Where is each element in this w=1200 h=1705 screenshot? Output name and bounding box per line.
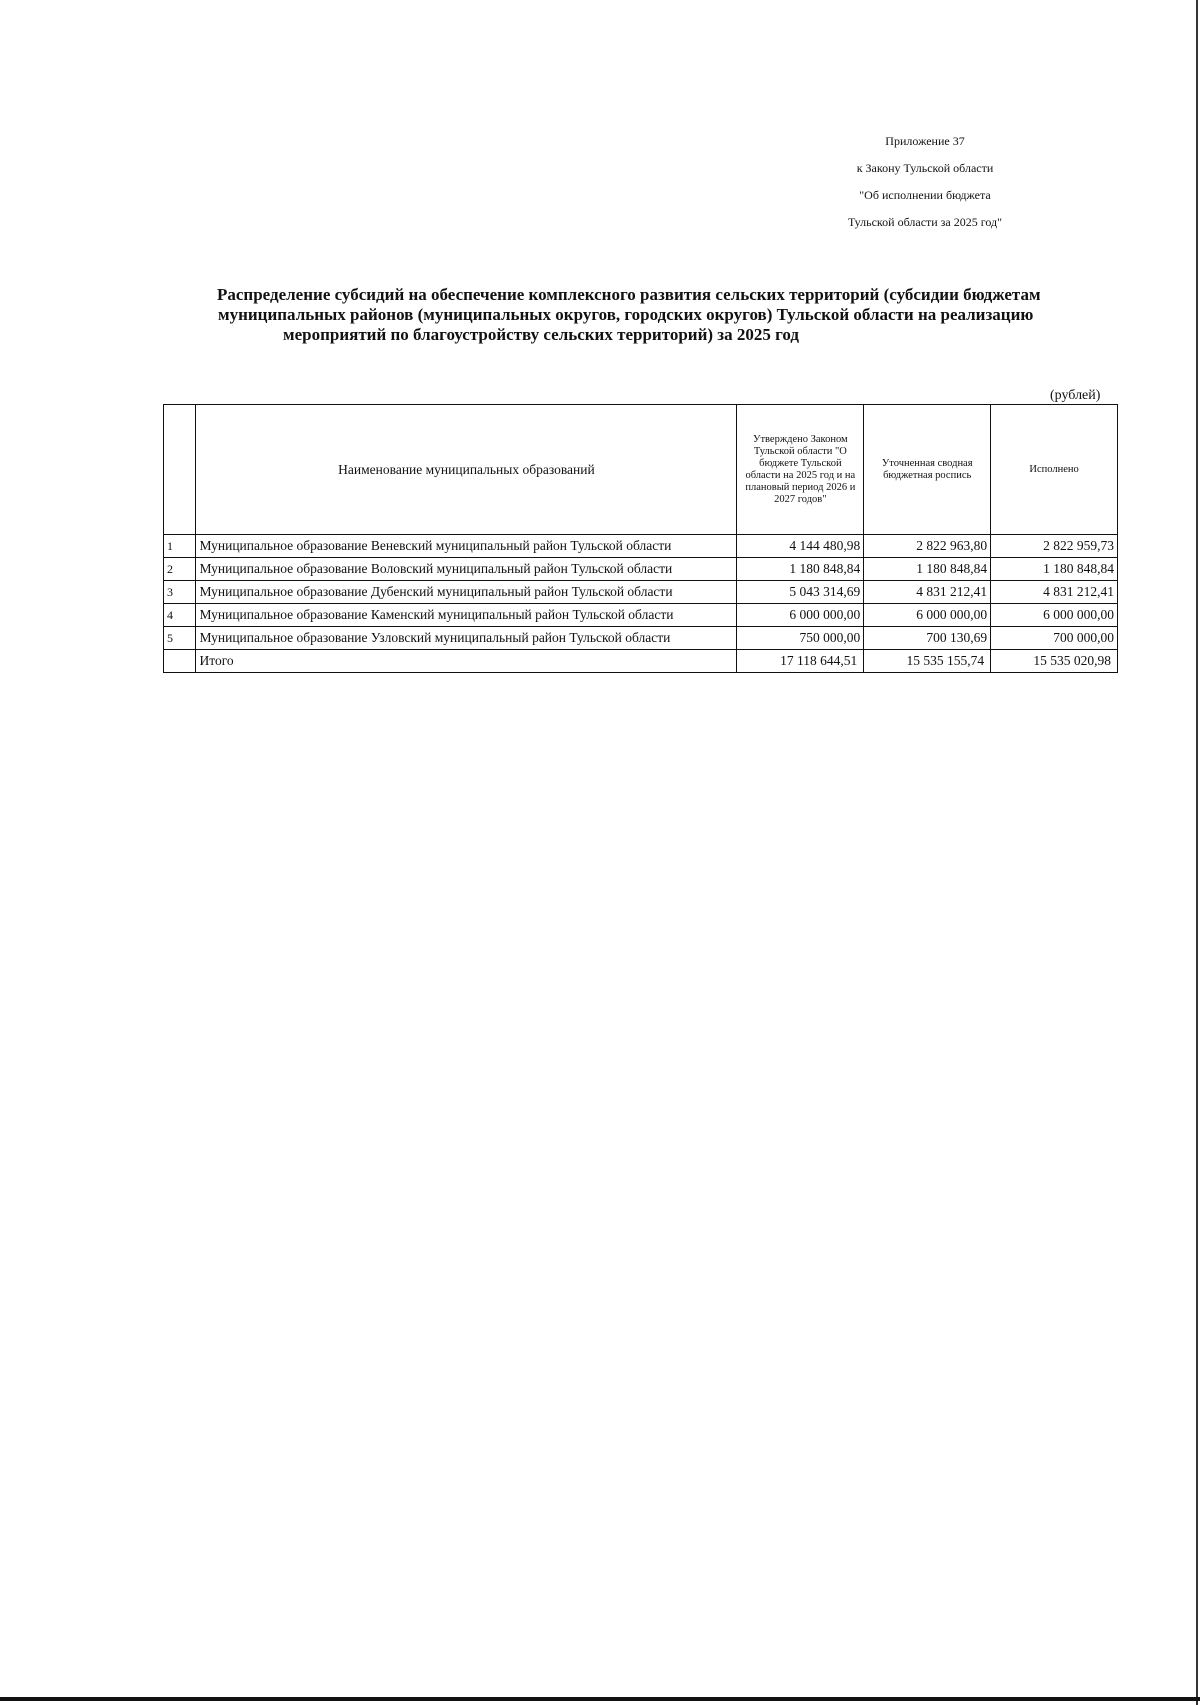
row-refined: 6 000 000,00 xyxy=(864,604,991,627)
table-row xyxy=(164,535,1118,558)
row-num: 3 xyxy=(164,581,196,604)
row-executed: 4 831 212,41 xyxy=(991,581,1118,604)
total-label: Итого xyxy=(196,650,737,673)
header-name: Наименование муниципальных образований xyxy=(196,405,737,535)
row-approved: 1 180 848,84 xyxy=(737,558,864,581)
row-name: Муниципальное образование Дубенский муниципальный район Тульской области xyxy=(196,581,737,604)
total-executed: 15 535 020,98 xyxy=(991,650,1118,673)
header-num xyxy=(164,405,196,535)
row-name: Муниципальное образование Узловский муниципальный район Тульской области xyxy=(196,627,737,650)
row-num: 1 xyxy=(164,535,196,558)
row-approved: 4 144 480,98 xyxy=(737,535,864,558)
header-refined: Уточненная сводная бюджетная роспись xyxy=(864,405,991,535)
scan-edge-bottom xyxy=(0,1697,1200,1701)
row-refined: 700 130,69 xyxy=(864,627,991,650)
row-executed: 6 000 000,00 xyxy=(991,604,1118,627)
row-executed: 2 822 959,73 xyxy=(991,535,1118,558)
total-num xyxy=(164,650,196,673)
annex-note xyxy=(800,128,1050,236)
scan-edge-right xyxy=(1196,0,1198,1705)
row-name: Муниципальное образование Каменский муниципальный район Тульской области xyxy=(196,604,737,627)
subsidy-table xyxy=(163,404,1118,673)
row-executed: 1 180 848,84 xyxy=(991,558,1118,581)
total-refined: 15 535 155,74 xyxy=(864,650,991,673)
row-executed: 700 000,00 xyxy=(991,627,1118,650)
header-executed: Исполнено xyxy=(991,405,1118,535)
row-refined: 1 180 848,84 xyxy=(864,558,991,581)
table-total-row xyxy=(164,650,1118,673)
title-line-2: муниципальных районов (муниципальных округов, городских округов) Тульской области на реализацию xyxy=(218,305,1034,324)
title-line-3: мероприятий по благоустройству сельских территорий) за 2025 год xyxy=(283,325,800,344)
table-row xyxy=(164,558,1118,581)
row-num: 4 xyxy=(164,604,196,627)
table-row xyxy=(164,604,1118,627)
units-label: (рублей) xyxy=(1050,388,1101,403)
table-header-row xyxy=(164,405,1118,535)
row-num: 2 xyxy=(164,558,196,581)
annex-line-3: "Об исполнении бюджета xyxy=(859,188,991,202)
title-line-1: Распределение субсидий на обеспечение комплексного развития сельских территорий (субсидии бюджетам xyxy=(217,285,1041,304)
table-row xyxy=(164,581,1118,604)
row-approved: 750 000,00 xyxy=(737,627,864,650)
row-name: Муниципальное образование Воловский муниципальный район Тульской области xyxy=(196,558,737,581)
row-name: Муниципальное образование Веневский муниципальный район Тульской области xyxy=(196,535,737,558)
row-refined: 4 831 212,41 xyxy=(864,581,991,604)
document-title xyxy=(200,285,1100,345)
header-approved: Утверждено Законом Тульской области "О бюджете Тульской области на 2025 год и на плановый период 2026 и 2027 годов" xyxy=(737,405,864,535)
annex-line-1: Приложение 37 xyxy=(885,134,965,148)
table-row xyxy=(164,627,1118,650)
row-approved: 5 043 314,69 xyxy=(737,581,864,604)
row-refined: 2 822 963,80 xyxy=(864,535,991,558)
row-approved: 6 000 000,00 xyxy=(737,604,864,627)
row-num: 5 xyxy=(164,627,196,650)
total-approved: 17 118 644,51 xyxy=(737,650,864,673)
annex-line-2: к Закону Тульской области xyxy=(856,161,994,175)
annex-line-4: Тульской области за 2025 год" xyxy=(847,215,1003,229)
